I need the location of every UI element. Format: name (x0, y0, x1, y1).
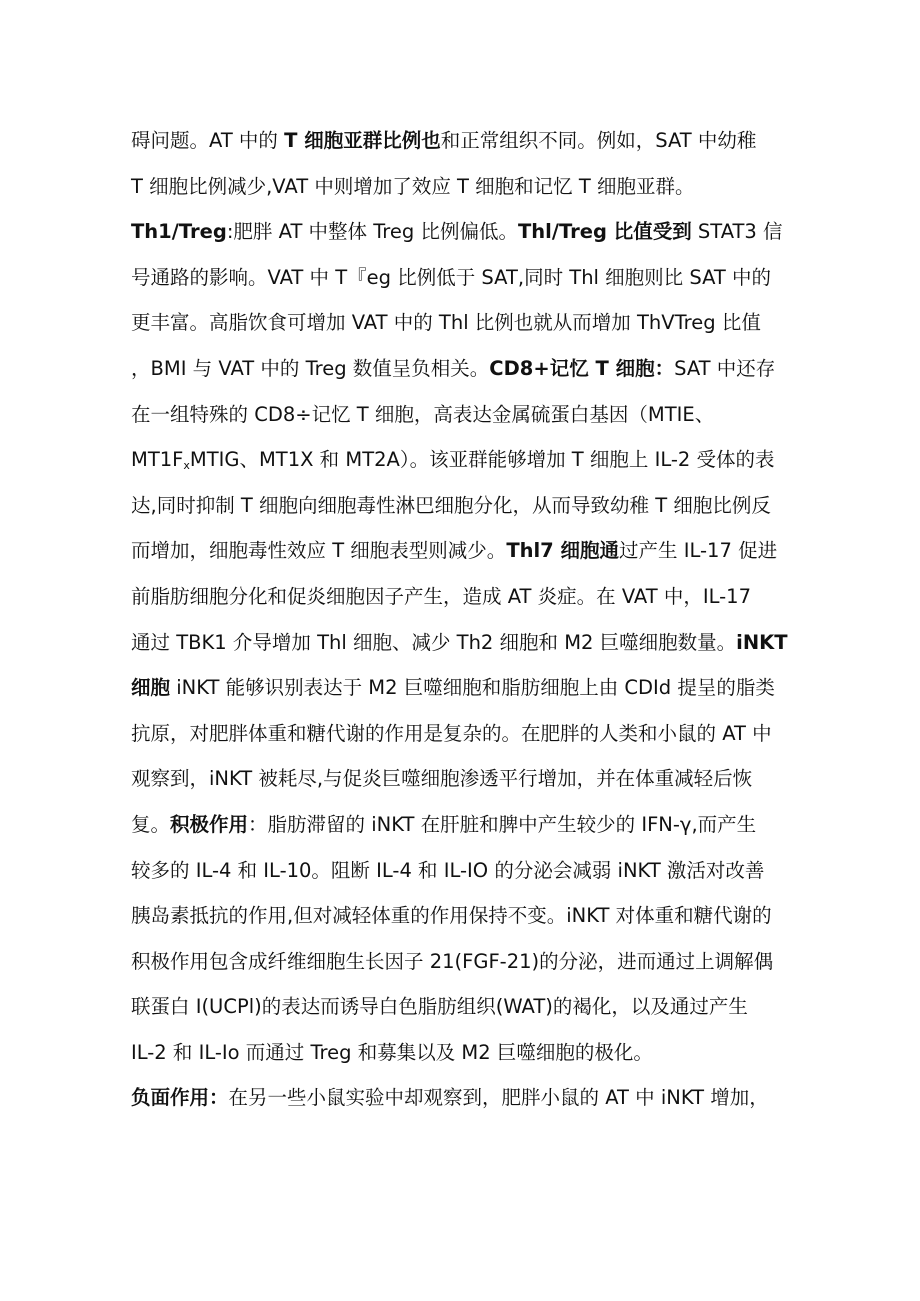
text-run: 联蛋白 I(UCPl)的表达而诱导白色脂肪组织(WAT)的褐化，以及通过产生 (131, 995, 748, 1019)
text-line (131, 255, 796, 301)
text-line (131, 848, 796, 894)
text-run: 碍问题。AT 中的 (131, 129, 285, 152)
paragraph (131, 209, 796, 1075)
text-run: 达,同时抑制 T 细胞向细胞毒性淋巴细胞分化，从而导致幼稚 T 细胞比例反 (131, 493, 771, 517)
text-line (131, 164, 796, 210)
text-run: 较多的 IL-4 和 IL-10。阻断 IL-4 和 IL-IO 的分泌会减弱 iNKT 激活对改善 (131, 858, 765, 882)
text-run: 通过 TBK1 介导增加 Thl 细胞、减少 Th2 细胞和 M2 巨噬细胞数量。 (131, 630, 737, 654)
text-run: 积极作用包含成纤维细胞生长因子 21(FGF-21)的分泌，进而通过上调解偶 (131, 949, 774, 973)
text-run: ：脂肪滞留的 iNKT 在肝脏和脾中产生较少的 IFN-γ,而产生 (248, 812, 757, 836)
text-run: 号通路的影响。VAT 中 T『eg 比例低于 SAT,同时 Thl 细胞则比 SAT 中的 (131, 265, 772, 289)
text-line (131, 620, 796, 666)
text-run: 更丰富。高脂饮食可增加 VAT 中的 Thl 比例也就从而增加 ThVTreg 比值 (131, 311, 761, 335)
text-run: ，BMI 与 VAT 中的 Treg 数值呈负相关。 (131, 356, 490, 380)
text-run: 观察到，iNKT 被耗尽,与促炎巨噬细胞渗透平行增加，并在体重减轻后恢 (131, 767, 753, 791)
bold-text-run: 细胞 (131, 676, 171, 700)
bold-text-run: T 细胞亚群比例也 (284, 129, 441, 152)
subscript-text-run: x (183, 459, 190, 473)
text-run: STAT3 信 (691, 220, 783, 244)
paragraph (131, 118, 796, 209)
text-line (131, 300, 796, 346)
text-run: IL-2 和 IL-Io 而通过 Treg 和募集以及 M2 巨噬细胞的极化。 (131, 1040, 653, 1064)
bold-text-run: iNKT (736, 630, 788, 654)
text-run: 在一组特殊的 CD8÷记忆 T 细胞，高表达金属硫蛋白基因（MTIE、 (131, 402, 715, 426)
paragraph (131, 1075, 796, 1121)
text-line (131, 528, 796, 574)
text-run: MT1F (131, 448, 184, 472)
text-line (131, 665, 796, 711)
bold-text-run: Th1/Treg (131, 220, 227, 244)
text-run: SAT 中还存 (674, 356, 776, 380)
bold-text-run: 负面作用： (131, 1086, 229, 1110)
bold-text-run: Thl/Treg 比值受到 (517, 220, 692, 244)
text-run: 前脂肪细胞分化和促炎细胞因子产生，造成 AT 炎症。在 VAT 中，IL-17 (131, 584, 751, 608)
text-line (131, 209, 796, 255)
text-line (131, 711, 796, 757)
text-line (131, 437, 796, 483)
bold-text-run: Thl7 细胞通 (506, 539, 620, 563)
text-run: T 细胞比例减少,VAT 中则增加了效应 T 细胞和记忆 T 细胞亚群。 (131, 174, 695, 198)
text-line (131, 1030, 796, 1076)
text-line (131, 392, 796, 438)
text-run: 胰岛素抵抗的作用,但对减轻体重的作用保持不变。iNKT 对体重和糖代谢的 (131, 904, 772, 928)
text-run: :肥胖 AT 中整体 Treg 比例偏低。 (226, 220, 518, 244)
bold-text-run: CD8+记忆 T 细胞： (489, 356, 675, 380)
text-line (131, 118, 796, 164)
text-line (131, 893, 796, 939)
document-body (131, 118, 796, 1121)
text-run: 而增加，细胞毒性效应 T 细胞表型则减少。 (131, 539, 507, 563)
text-line (131, 346, 796, 392)
text-line (131, 802, 796, 848)
text-line (131, 483, 796, 529)
text-line (131, 1075, 796, 1121)
text-line (131, 574, 796, 620)
text-line (131, 756, 796, 802)
text-run: 和正常组织不同。例如，SAT 中幼稚 (440, 129, 757, 152)
text-run: 过产生 IL-17 促进 (619, 539, 778, 563)
text-run: 抗原，对肥胖体重和糖代谢的作用是复杂的。在肥胖的人类和小鼠的 AT 中 (131, 721, 772, 745)
text-line (131, 984, 796, 1030)
text-line (131, 939, 796, 985)
text-run: 在另一些小鼠实验中却观察到，肥胖小鼠的 AT 中 iNKT 增加， (228, 1086, 769, 1110)
text-run: MTIG、MT1X 和 MT2A）。该亚群能够增加 T 细胞上 IL-2 受体的表 (189, 448, 775, 472)
text-run: iNKT 能够识别表达于 M2 巨噬细胞和脂肪细胞上由 CDId 提呈的脂类 (170, 676, 775, 700)
text-run: 复。 (131, 812, 171, 836)
bold-text-run: 积极作用 (170, 812, 249, 836)
